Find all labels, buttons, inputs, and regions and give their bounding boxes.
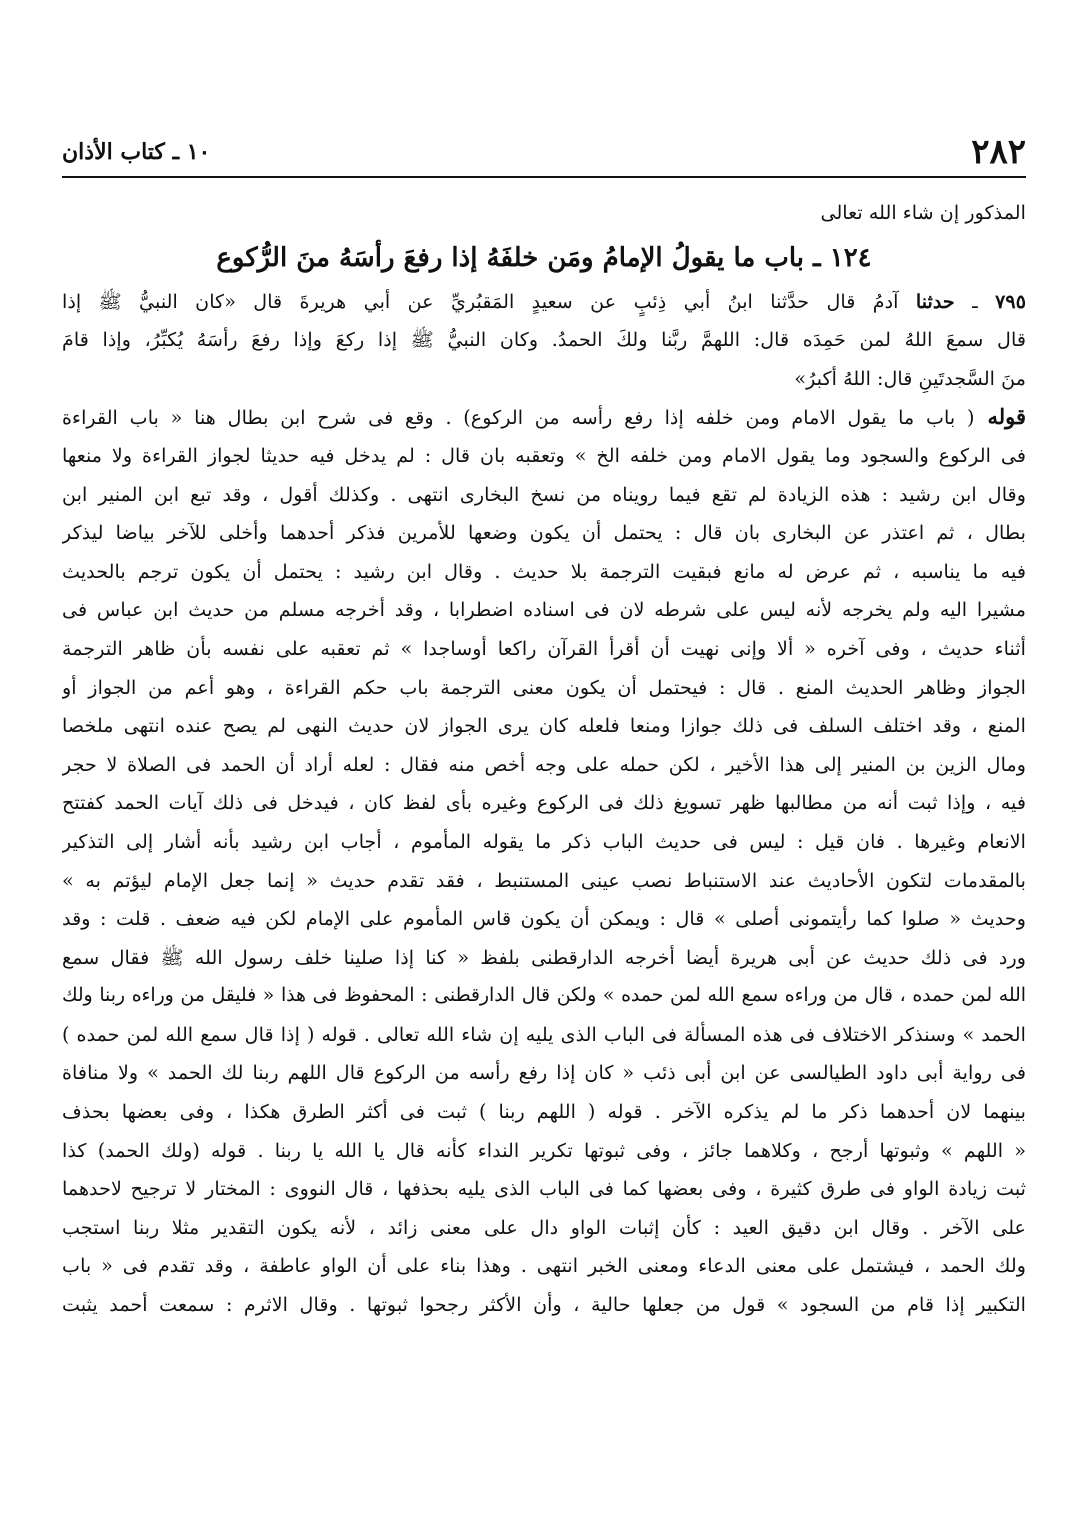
commentary-line [62,1093,1026,1132]
commentary-text: الجواز وظاهر الحديث المنع . قال : فيحتمل أن يكون معنى الترجمة باب حكم القراءة ، وهو أعم من الجواز أو [62,675,1026,699]
commentary-line [62,1054,1026,1093]
commentary-line [62,900,1026,939]
commentary-line [62,1132,1026,1171]
commentary-text: ومال الزين بن المنير إلى هذا الأخير ، لكن حمله على وجه أخص منه فقال : لعله أراد أن الحمد فى الصلاة لا حجر [62,752,1026,776]
commentary-text: ثبت زيادة الواو فى طرق كثيرة ، وفى بعضها كما فى الباب الذى يليه بحذفها ، قال النووى : المختار لا ترجيح لاحدهما [62,1177,1026,1201]
commentary-line [62,1016,1026,1055]
hadith-opener: حدثنا [915,289,955,313]
commentary-text: بالمقدمات لتكون الأحاديث عند الاستنباط نصب عينى المستنبط ، فقد تقدم حديث « إنما جعل الإمام ليؤتم به » [62,868,1026,892]
commentary-line [62,591,1026,630]
hadith-line-1: ٧٩٥ ـ حدثنا آدمُ قال حدَّثنا ابنُ أبي ذِئبٍ عن سعيدٍ المَقبُريِّ عن أبي هريرةَ قال «كان النبيُّ ﷺ إذا [62,289,1026,313]
commentary-text: وقال ابن رشيد : هذه الزيادة لم تقع فيما رويناه من نسخ البخارى انتهى . وكذلك أقول ، وقد تبع ابن المنير ابن [62,482,1026,506]
commentary-text: الله لمن حمده ، قال من وراءه سمع الله لمن حمده » ولكن قال الدارقطنى : المحفوظ فى هذا « فليقل من وراءه ربنا ولك [62,985,1026,1007]
commentary-line [62,1170,1026,1209]
commentary-line [62,1286,1026,1325]
intro-line: المذكور إن شاء الله تعالى [820,201,1026,224]
commentary-line [62,630,1026,669]
commentary-text: « اللهم » وثبوتها أرجح ، وكلاهما جائز ، وفى ثبوتها تكرير النداء كأنه قال يا الله يا ربنا . قوله (ولك الحمد) كذا [62,1138,1026,1162]
commentary-text: فيه ، وإذا ثبت أنه من مطالبها ظهر تسويغ ذلك فى الركوع وغيره بأى لفظ كان ، فيدخل فى ذلك آيات الحمد كفتتح [62,791,1026,815]
commentary-line [62,476,1026,515]
page-body [62,194,1026,1325]
commentary-line [62,437,1026,476]
commentary-line [62,1247,1026,1286]
commentary-line [62,784,1026,823]
commentary-line [62,398,1026,437]
commentary-text: فيه ما يناسبه ، ثم عرض له مانع فبقيت الترجمة بلا حديث . وقال ابن رشيد : يحتمل أن يكون ترجم بالحديث [62,559,1026,583]
hadith-number: ٧٩٥ [995,289,1026,313]
commentary-text: فى الركوع والسجود وما يقول الامام ومن خلفه الخ » وتعقبه بان قال : لم يدخل فيه حديثا لجواز القراءة ولا منعها [62,443,1026,467]
commentary-line [62,823,1026,862]
commentary-keyword: قوله [974,404,1026,430]
commentary-text: التكبير إذا قام من السجود » قول من جعلها حالية ، وأن الأكثر رجحوا ثبوتها . وقال الاثرم : سمعت أحمد يثبت [62,1293,1026,1317]
commentary-line [62,514,1026,553]
commentary-line [62,977,1026,1016]
hadith-text: آدمُ قال حدَّثنا ابنُ أبي ذِئبٍ عن سعيدٍ المَقبُريِّ عن أبي هريرةَ قال «كان النبيُّ ﷺ إذا [62,289,899,313]
commentary-text: فى رواية أبى داود الطيالسى عن ابن أبى ذئب « كان إذا رفع رأسه من الركوع قال اللهم ربنا لك الحمد » ولا منافاة [62,1061,1026,1085]
commentary-text: ( باب ما يقول الامام ومن خلفه إذا رفع رأسه من الركوع) . وقع فى شرح ابن بطال هنا « باب القراءة [62,406,975,430]
commentary-text: المنع ، وقد اختلف السلف فى ذلك جوازا ومنعا فلعله كان يرى الجواز لان حديث النهى لم يصح عنده انتهى ملخصا [62,714,1026,738]
hadith-line-3: منَ السَّجدتَينِ قال: اللهُ أكبرُ» [794,366,1026,390]
running-title: ١٠ ـ كتاب الأذان [62,139,211,165]
commentary-text: بينهما لان أحدهما ذكر ما لم يذكره الآخر . قوله ( اللهم ربنا ) ثبت فى أكثر الطرق هكذا ، وفى بعضها بحذف [62,1100,1026,1124]
commentary-line [62,939,1026,978]
commentary-line [62,1209,1026,1248]
commentary-text: الانعام وغيرها . فان قيل : ليس فى حديث الباب ذكر ما يقوله المأموم ، أجاب ابن رشيد بأنه أشار إلى التذكير [62,829,1026,853]
page-header [62,128,1026,178]
commentary-text: الحمد » وسنذكر الاختلاف فى هذه المسألة فى الباب الذى يليه إن شاء الله تعالى . قوله ( إذا قال سمع الله لمن حمده ) [62,1022,1026,1046]
commentary-text: ورد فى ذلك حديث عن أبى هريرة أيضا أخرجه الدارقطنى بلفظ « كنا إذا صلينا خلف رسول الله ﷺ فقال سمع [62,945,1026,969]
commentary-text: على الآخر . وقال ابن دقيق العيد : كأن إثبات الواو دال على معنى زائد ، لأنه يكون التقدير مثلا ربنا استجب [62,1215,1026,1239]
commentary-text: بطال ، ثم اعتذر عن البخارى بان قال : يحتمل أن يكون وضعها للأمرين فذكر أحدهما وأخلى للآخر بياضا ليذكر [62,521,1026,545]
commentary-text: مشيرا اليه ولم يخرجه لأنه ليس على شرطه لان فى اسناده اضطرابا ، وقد أخرجه مسلم من حديث ابن عباس فى [62,598,1026,622]
commentary-text: وحديث « صلوا كما رأيتمونى أصلى » قال : ويمكن أن يكون قاس المأموم على الإمام لكن فيه ضعف . قلت : وقد [62,907,1026,931]
commentary-line [62,669,1026,708]
commentary-line [62,707,1026,746]
page-number: ٢٨٢ [971,132,1026,172]
commentary-line [62,553,1026,592]
commentary-text: ولك الحمد ، فيشتمل على معنى الدعاء ومعنى الخبر انتهى . وهذا بناء على أن الواو عاطفة ، وقد تقدم فى « باب [62,1254,1026,1278]
commentary-text: أثناء حديث ، وفى آخره « ألا وإنى نهيت أن أقرأ القرآن راكعا أوساجدا » ثم تعقبه على نفسه بأن ظاهر الترجمة [62,636,1026,660]
chapter-heading: ١٢٤ ـ باب ما يقولُ الإمامُ ومَن خلفَهُ إذا رفعَ رأسَهُ منَ الرُّكوع [216,242,872,273]
commentary [62,398,1026,1324]
commentary-line [62,746,1026,785]
hadith-line-2: قال سمعَ اللهُ لمن حَمِدَه قال: اللهمَّ ربَّنا ولكَ الحمدُ. وكان النبيُّ ﷺ إذا ركعَ وإذا رفعَ رأسَهُ يُكبِّرُ، وإذا قامَ [62,328,1026,352]
commentary-line [62,862,1026,901]
